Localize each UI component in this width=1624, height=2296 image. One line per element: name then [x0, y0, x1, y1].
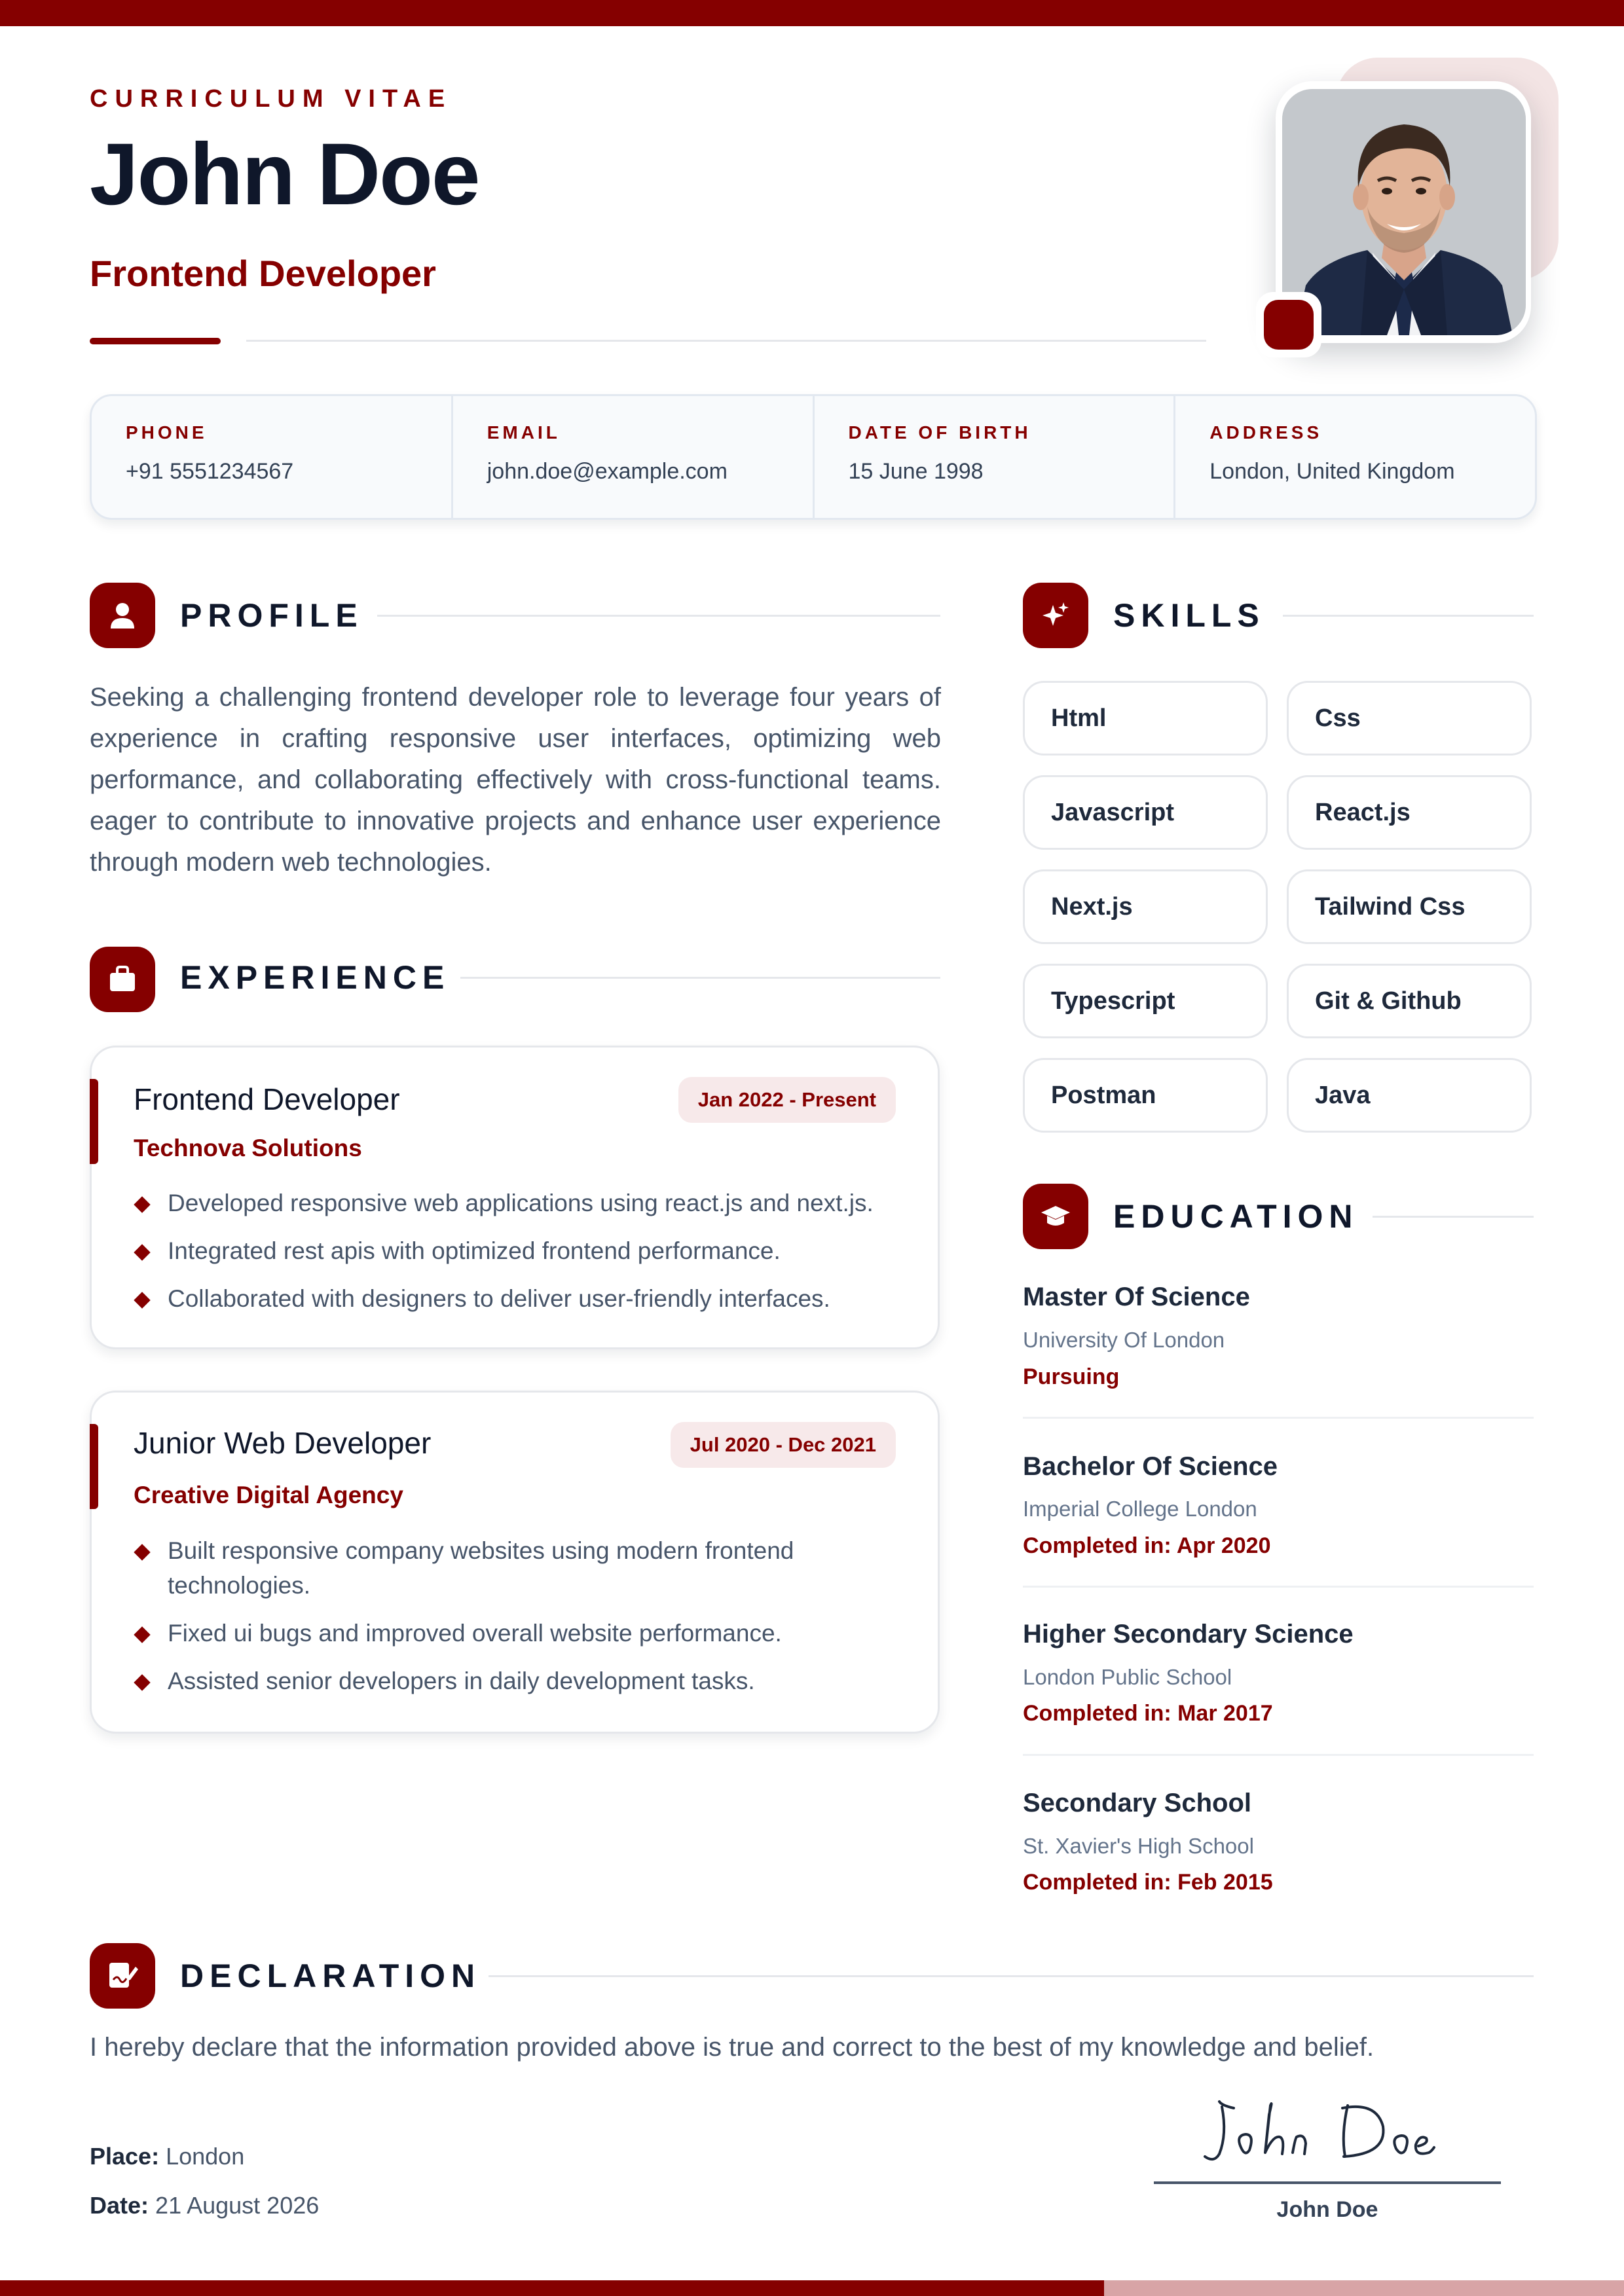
contact-value: 15 June 1998 — [848, 459, 984, 484]
user-icon — [90, 583, 155, 648]
bottom-accent-bar — [0, 2280, 1104, 2296]
education-status: Pursuing — [1023, 1364, 1120, 1389]
education-status: Completed in: Apr 2020 — [1023, 1533, 1271, 1558]
skill-tag: Java — [1287, 1058, 1532, 1133]
education-divider — [1373, 1216, 1534, 1218]
experience-accent-bar — [90, 1079, 98, 1164]
job-bullets — [134, 1186, 885, 1329]
education-school: London Public School — [1023, 1665, 1232, 1689]
profile-heading: PROFILE — [180, 597, 363, 634]
signer-name: John Doe — [1276, 2197, 1378, 2222]
job-dates-badge: Jan 2022 - Present — [678, 1077, 896, 1123]
date-value: 21 August 2026 — [155, 2192, 320, 2219]
declaration-date — [90, 2192, 319, 2219]
education-separator — [1023, 1417, 1534, 1419]
job-bullet — [134, 1186, 885, 1220]
graduation-cap-icon — [1023, 1184, 1088, 1249]
education-degree: Master Of Science — [1023, 1283, 1250, 1311]
skill-tag: Html — [1023, 681, 1268, 756]
job-bullet — [134, 1616, 885, 1650]
header-divider — [246, 340, 1206, 342]
signature-line — [1154, 2181, 1501, 2184]
profile-summary: Seeking a challenging frontend developer role to leverage four years of experience in crafting responsive user interfaces, optimizing web performance, and collaborating effectively with cross-functional teams. eager to contribute to innovative projects and enhance user experience through modern web technologies. — [90, 683, 941, 877]
job-bullet-text: Developed responsive web applications using react.js and next.js. — [168, 1190, 874, 1216]
diamond-bullet-icon — [134, 1244, 150, 1260]
company-name: Technova Solutions — [134, 1135, 362, 1161]
job-bullet — [134, 1233, 885, 1268]
experience-divider — [460, 977, 940, 979]
candidate-role: Frontend Developer — [90, 253, 436, 294]
education-separator — [1023, 1754, 1534, 1756]
job-bullet-text: Built responsive company websites using modern frontend technologies. — [168, 1537, 794, 1599]
contact-card — [90, 394, 1537, 520]
diamond-bullet-icon — [134, 1544, 150, 1560]
job-dates-badge: Jul 2020 - Dec 2021 — [671, 1422, 896, 1468]
top-accent-bar — [0, 0, 1624, 26]
job-bullet-text: Integrated rest apis with optimized frontend performance. — [168, 1237, 781, 1264]
education-school: Imperial College London — [1023, 1497, 1257, 1521]
job-bullet — [134, 1664, 885, 1698]
contact-email — [453, 396, 815, 518]
job-bullet — [134, 1281, 885, 1316]
education-separator — [1023, 1586, 1534, 1588]
education-school: St. Xavier's High School — [1023, 1834, 1254, 1858]
company-name: Creative Digital Agency — [134, 1482, 403, 1508]
contact-value: +91 5551234567 — [126, 459, 294, 484]
skill-tag: Next.js — [1023, 869, 1268, 944]
skill-tag: Javascript — [1023, 775, 1268, 850]
job-title: Frontend Developer — [134, 1082, 400, 1116]
skill-tag: React.js — [1287, 775, 1532, 850]
diamond-bullet-icon — [134, 1626, 150, 1643]
declaration-place — [90, 2143, 244, 2170]
contact-label: PHONE — [126, 422, 208, 443]
header-accent-line — [90, 338, 221, 344]
candidate-name: John Doe — [90, 126, 479, 223]
contact-phone — [92, 396, 453, 518]
skills-heading: SKILLS — [1113, 597, 1265, 634]
profile-divider — [377, 615, 940, 617]
declaration-divider — [489, 1975, 1534, 1977]
sparkles-icon — [1023, 583, 1088, 648]
experience-card — [90, 1046, 940, 1349]
education-degree: Bachelor Of Science — [1023, 1452, 1278, 1481]
skill-tag: Tailwind Css — [1287, 869, 1532, 944]
diamond-bullet-icon — [134, 1292, 150, 1308]
skill-tag: Postman — [1023, 1058, 1268, 1133]
bottom-accent-bar-light — [1104, 2280, 1624, 2296]
diamond-bullet-icon — [134, 1674, 150, 1690]
profile-photo — [1282, 89, 1526, 335]
job-bullet-text: Assisted senior developers in daily development tasks. — [168, 1667, 755, 1694]
education-heading: EDUCATION — [1113, 1198, 1359, 1235]
signature-icon — [90, 1943, 155, 2009]
education-degree: Secondary School — [1023, 1789, 1251, 1817]
experience-card — [90, 1391, 940, 1734]
job-title: Junior Web Developer — [134, 1426, 432, 1460]
declaration-text: I hereby declare that the information provided above is true and correct to the best of my knowledge and belief. — [90, 2033, 1375, 2062]
contact-label: ADDRESS — [1209, 422, 1323, 443]
skill-tag: Css — [1287, 681, 1532, 756]
contact-label: DATE OF BIRTH — [848, 422, 1031, 443]
education-school: University Of London — [1023, 1328, 1225, 1352]
place-value: London — [166, 2143, 245, 2170]
education-degree: Higher Secondary Science — [1023, 1620, 1354, 1649]
contact-label: EMAIL — [487, 422, 561, 443]
handwritten-signature — [1154, 2088, 1501, 2174]
skill-tag: Typescript — [1023, 964, 1268, 1038]
contact-value: john.doe@example.com — [487, 459, 728, 484]
contact-value: London, United Kingdom — [1209, 459, 1455, 484]
education-status: Completed in: Feb 2015 — [1023, 1870, 1273, 1895]
declaration-heading: DECLARATION — [180, 1958, 481, 1994]
job-bullets — [134, 1533, 885, 1711]
job-bullet — [134, 1533, 885, 1603]
skills-divider — [1283, 615, 1534, 617]
date-label: Date: — [90, 2192, 149, 2219]
education-status: Completed in: Mar 2017 — [1023, 1701, 1273, 1726]
contact-dob — [815, 396, 1176, 518]
job-bullet-text: Fixed ui bugs and improved overall website performance. — [168, 1620, 782, 1647]
briefcase-icon — [90, 947, 155, 1012]
job-bullet-text: Collaborated with designers to deliver user-friendly interfaces. — [168, 1285, 830, 1312]
document-label: CURRICULUM VITAE — [90, 85, 452, 113]
experience-accent-bar — [90, 1424, 98, 1509]
diamond-bullet-icon — [134, 1196, 150, 1212]
skill-tag: Git & Github — [1287, 964, 1532, 1038]
experience-heading: EXPERIENCE — [180, 959, 451, 996]
photo-badge — [1264, 300, 1314, 350]
contact-address — [1175, 396, 1535, 518]
place-label: Place: — [90, 2143, 160, 2170]
